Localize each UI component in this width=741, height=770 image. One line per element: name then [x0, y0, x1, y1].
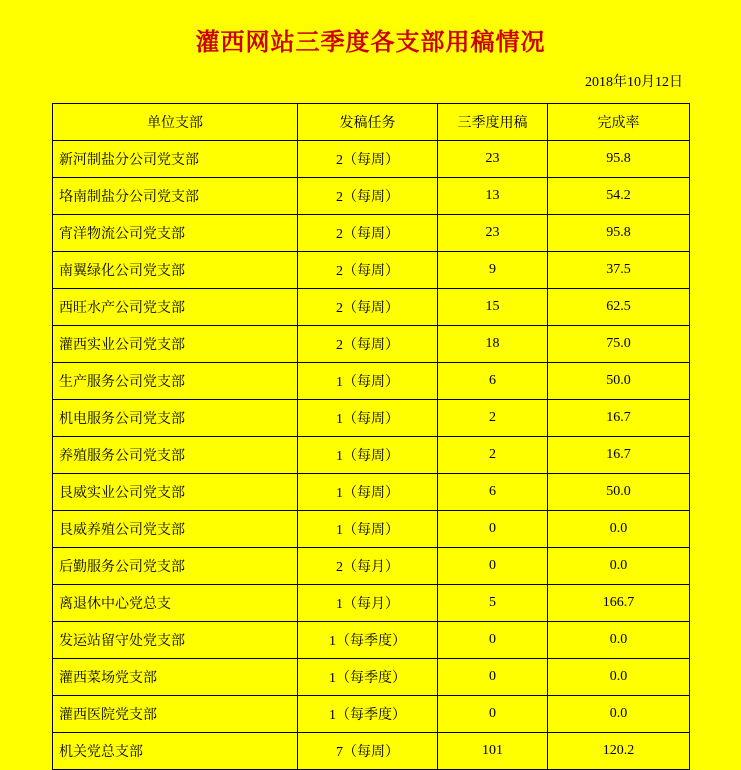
cell-rate: 0.0 — [548, 696, 690, 733]
page-title: 灌西网站三季度各支部用稿情况 — [195, 30, 546, 56]
cell-unit: 灌西实业公司党支部 — [53, 326, 298, 363]
cell-count: 9 — [438, 252, 548, 289]
cell-count: 15 — [438, 289, 548, 326]
cell-rate: 16.7 — [548, 437, 690, 474]
cell-rate: 166.7 — [548, 585, 690, 622]
table-body — [53, 141, 690, 770]
cell-count: 6 — [438, 474, 548, 511]
table-row — [53, 363, 690, 400]
cell-count: 0 — [438, 622, 548, 659]
cell-task: 1（每季度） — [298, 696, 438, 733]
table-header-row — [53, 104, 690, 141]
table-row — [53, 178, 690, 215]
cell-unit: 宵洋物流公司党支部 — [53, 215, 298, 252]
cell-unit: 养殖服务公司党支部 — [53, 437, 298, 474]
cell-rate: 95.8 — [548, 141, 690, 178]
cell-task: 1（每周） — [298, 363, 438, 400]
cell-task: 1（每周） — [298, 511, 438, 548]
cell-rate: 37.5 — [548, 252, 690, 289]
cell-unit: 西旺水产公司党支部 — [53, 289, 298, 326]
cell-count: 0 — [438, 696, 548, 733]
table-row — [53, 252, 690, 289]
cell-task: 1（每月） — [298, 585, 438, 622]
document-date: 2018年10月12日 — [585, 75, 683, 90]
cell-unit: 机关党总支部 — [53, 733, 298, 770]
column-header-task: 发稿任务 — [298, 104, 438, 141]
cell-count: 23 — [438, 215, 548, 252]
cell-task: 1（每周） — [298, 400, 438, 437]
table-row — [53, 400, 690, 437]
cell-task: 2（每周） — [298, 252, 438, 289]
cell-rate: 0.0 — [548, 622, 690, 659]
cell-unit: 生产服务公司党支部 — [53, 363, 298, 400]
column-header-unit: 单位支部 — [53, 104, 298, 141]
table-row — [53, 585, 690, 622]
cell-rate: 54.2 — [548, 178, 690, 215]
cell-count: 0 — [438, 659, 548, 696]
cell-task: 7（每周） — [298, 733, 438, 770]
table-container — [0, 91, 741, 770]
cell-rate: 75.0 — [548, 326, 690, 363]
cell-count: 0 — [438, 548, 548, 585]
table-row — [53, 733, 690, 770]
cell-count: 2 — [438, 437, 548, 474]
table-row — [53, 659, 690, 696]
table-row — [53, 326, 690, 363]
cell-rate: 16.7 — [548, 400, 690, 437]
table-row — [53, 215, 690, 252]
cell-task: 1（每季度） — [298, 622, 438, 659]
cell-count: 0 — [438, 511, 548, 548]
cell-unit: 垎南制盐分公司党支部 — [53, 178, 298, 215]
cell-count: 5 — [438, 585, 548, 622]
cell-unit: 离退休中心党总支 — [53, 585, 298, 622]
cell-rate: 0.0 — [548, 659, 690, 696]
cell-count: 101 — [438, 733, 548, 770]
cell-task: 1（每周） — [298, 437, 438, 474]
table-row — [53, 474, 690, 511]
column-header-count: 三季度用稿 — [438, 104, 548, 141]
cell-count: 6 — [438, 363, 548, 400]
cell-rate: 0.0 — [548, 511, 690, 548]
cell-unit: 灌西菜场党支部 — [53, 659, 298, 696]
cell-rate: 95.8 — [548, 215, 690, 252]
cell-task: 2（每周） — [298, 178, 438, 215]
cell-count: 23 — [438, 141, 548, 178]
cell-task: 2（每月） — [298, 548, 438, 585]
usage-report-table — [52, 103, 690, 770]
cell-rate: 0.0 — [548, 548, 690, 585]
table-row — [53, 696, 690, 733]
cell-unit: 南翼绿化公司党支部 — [53, 252, 298, 289]
cell-unit: 艮威养殖公司党支部 — [53, 511, 298, 548]
cell-task: 2（每周） — [298, 215, 438, 252]
cell-task: 1（每季度） — [298, 659, 438, 696]
cell-unit: 发运站留守处党支部 — [53, 622, 298, 659]
table-row — [53, 141, 690, 178]
cell-task: 2（每周） — [298, 141, 438, 178]
cell-task: 2（每周） — [298, 326, 438, 363]
cell-unit: 机电服务公司党支部 — [53, 400, 298, 437]
cell-task: 1（每周） — [298, 474, 438, 511]
cell-unit: 后勤服务公司党支部 — [53, 548, 298, 585]
table-row — [53, 511, 690, 548]
cell-task: 2（每周） — [298, 289, 438, 326]
table-row — [53, 289, 690, 326]
table-header — [53, 104, 690, 141]
cell-rate: 50.0 — [548, 474, 690, 511]
cell-unit: 灌西医院党支部 — [53, 696, 298, 733]
cell-count: 18 — [438, 326, 548, 363]
cell-unit: 新河制盐分公司党支部 — [53, 141, 298, 178]
table-row — [53, 437, 690, 474]
table-row — [53, 548, 690, 585]
cell-unit: 艮威实业公司党支部 — [53, 474, 298, 511]
column-header-rate: 完成率 — [548, 104, 690, 141]
cell-count: 13 — [438, 178, 548, 215]
table-row — [53, 622, 690, 659]
cell-count: 2 — [438, 400, 548, 437]
cell-rate: 62.5 — [548, 289, 690, 326]
cell-rate: 120.2 — [548, 733, 690, 770]
cell-rate: 50.0 — [548, 363, 690, 400]
